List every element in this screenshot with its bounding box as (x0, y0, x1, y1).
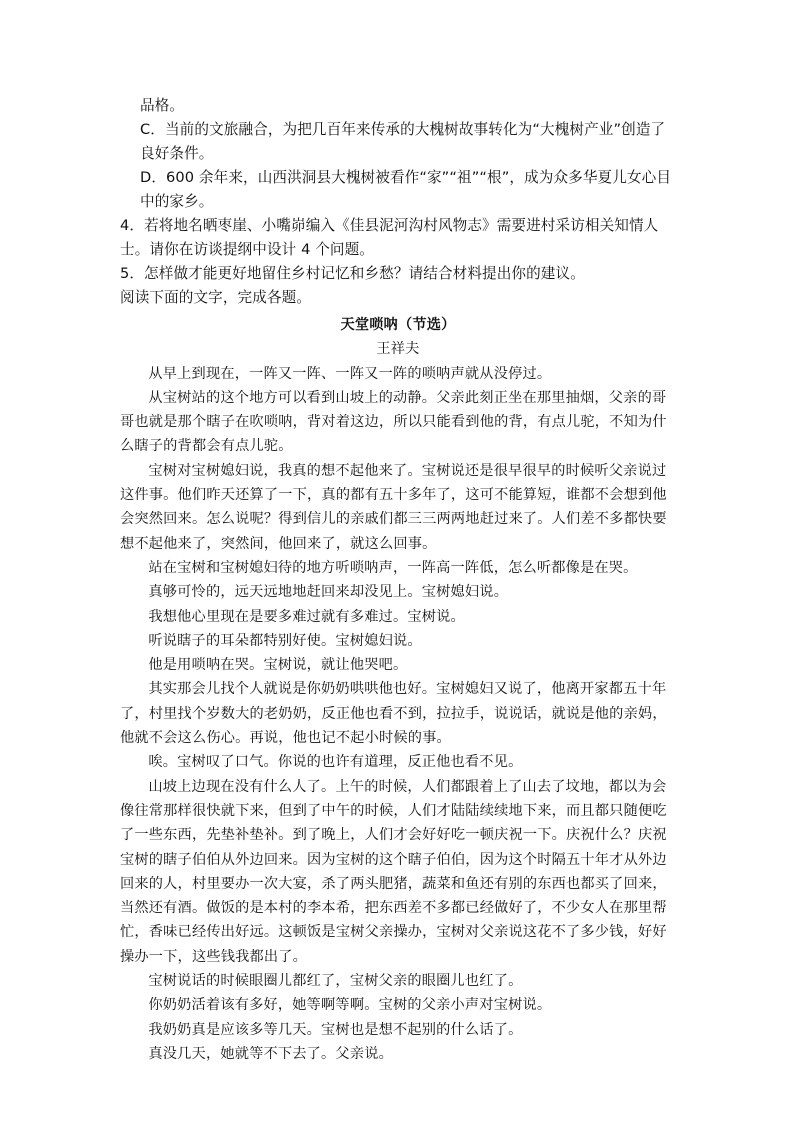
article-paragraph: 真没几天，她就等不下去了。父亲说。 (148, 1045, 393, 1062)
article-title: 天堂唢呐（节选） (340, 317, 456, 333)
article-paragraph: 我想他心里现在是要多难过就有多难过。宝树说。 (148, 608, 465, 625)
article-paragraph: 你奶奶活着该有多好，她等啊等啊。宝树的父亲小声对宝树说。 (148, 997, 552, 1014)
option-b-continuation: 品格。 (140, 97, 185, 114)
article-author: 王祥夫 (376, 341, 420, 358)
question-5: 5．怎样做才能更好地留住乡村记忆和乡愁？请结合材料提出你的建议。 (120, 265, 585, 282)
article-paragraph: 真够可怜的，远天远地地赶回来却没见上。宝树媳妇说。 (148, 584, 509, 601)
article-paragraph: 唉。宝树叹了口气。你说的也许有道理，反正他也看不见。 (148, 754, 523, 771)
article-paragraph: 其实那会儿找个人就说是你奶奶哄哄他也好。宝树媳妇又说了，他离开家都五十年了，村里找个岁数大的老奶奶，反正他也看不到，拉拉手，说说话，就说是他的亲妈，他就不会这么伤心。再说，他也记不起小时候的事。 (120, 681, 667, 747)
document-content (120, 94, 676, 1066)
reading-instruction: 阅读下面的文字，完成各题。 (120, 289, 312, 306)
article-paragraph: 山坡上边现在没有什么人了。上午的时候，人们都跟着上了山去了坟地，都以为会像往常那样很快就下来，但到了中午的时候，人们才陆陆续续地下来，而且都只随便吃了一些东西，先垫补垫补。到了晚上，人们才会好好吃一顿庆祝一下。庆祝什么？庆祝宝树的瞎子伯伯从外边回来。因为宝树的这个瞎子伯伯，因为这个时隔五十年才从外边回来的人，村里要办一次大宴，杀了两头肥猪，蔬菜和鱼还有别的东西也都买了回来，当然还有酒。做饭的是本村的李本希，把东西差不多都已经做好了，不少女人在那里帮忙，香味已经传出好远。这顿饭是宝树父亲操办，宝树对父亲说这花不了多少钱，好好操办一下，这些钱我都出了。 (120, 778, 667, 965)
article-paragraph: 宝树对宝树媳妇说，我真的想不起他来了。宝树说还是很早很早的时候听父亲说过这件事。他们昨天还算了一下，真的都有五十多年了，这可不能算短，谁都不会想到他会突然回来。怎么说呢？得到信儿的亲戚们都三三两两地赶过来了。人们差不多都快要想不起他来了，突然间，他回来了，就这么回事。 (120, 462, 667, 552)
article-paragraph: 我奶奶真是应该多等几天。宝树也是想不起别的什么话了。 (148, 1021, 523, 1038)
article-paragraph: 站在宝树和宝树媳妇待的地方听唢呐声，一阵高一阵低，怎么听都像是在哭。 (148, 559, 638, 576)
option-d: D．600 余年来，山西洪洞县大槐树被看作“家”“祖”“根”，成为众多华夏儿女心目中的家乡。 (140, 169, 672, 210)
article-paragraph: 从宝树站的这个地方可以看到山坡上的动静。父亲此刻正坐在那里抽烟，父亲的哥哥也就是那个瞎子在吹唢呐，背对着这边，所以只能看到他的背，有点儿驼，不知为什么瞎子的背都会有点儿驼。 (120, 389, 667, 455)
article-paragraph: 听说瞎子的耳朵都特别好使。宝树媳妇说。 (148, 632, 422, 649)
article-paragraph: 从早上到现在，一阵又一阵、一阵又一阵的唢呐声就从没停过。 (148, 365, 552, 382)
question-4: 4．若将地名晒枣崖、小嘴峁编入《佳县泥河沟村风物志》需要进村采访相关知情人士。请你在访谈提纲中设计 4 个问题。 (120, 217, 659, 258)
article-paragraph: 宝树说话的时候眼圈儿都红了，宝树父亲的眼圈儿也红了。 (148, 973, 523, 990)
option-c: C．当前的文旅融合，为把几百年来传承的大槐树故事转化为“大槐树产业”创造了良好条件。 (140, 121, 666, 162)
article-paragraph: 他是用唢呐在哭。宝树说，就让他哭吧。 (148, 657, 408, 674)
